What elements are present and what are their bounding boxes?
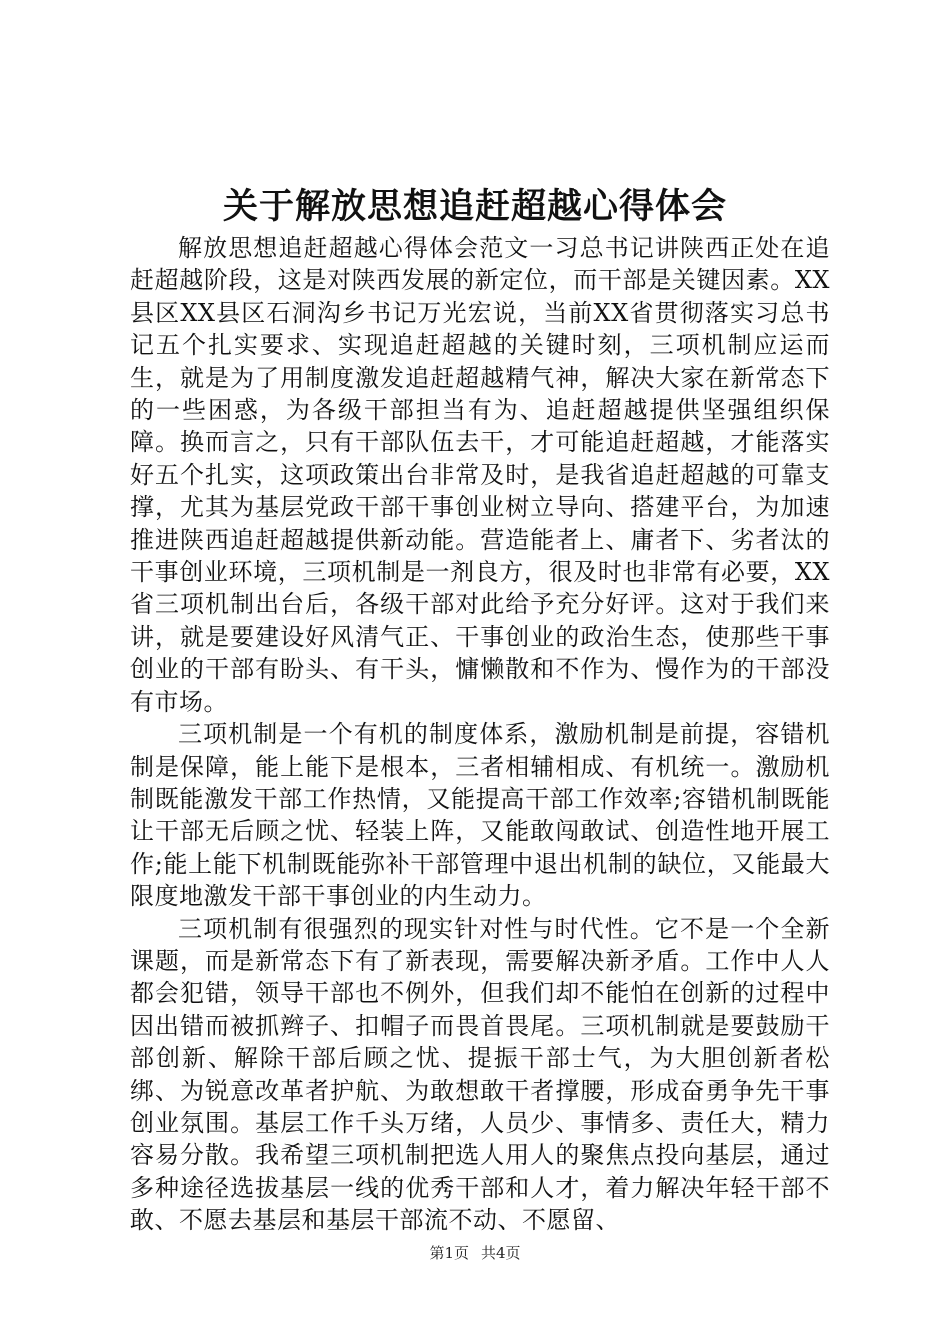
paragraph-3: 三项机制有很强烈的现实针对性与时代性。它不是一个全新课题，而是新常态下有了新表现，需要解决新矛盾。工作中人人都会犯错，领导干部也不例外，但我们却不能怕在创新的过程中因出错而被抓辫子、扣帽子而畏首畏尾。三项机制就是要鼓励干部创新、解除干部后顾之忧、提振干部士气，为大胆创新者松绑、为锐意改革者护航、为敢想敢干者撑腰，形成奋勇争先干事创业氛围。基层工作千头万绪，人员少、事情多、责任大，精力容易分散。我希望三项机制把选人用人的聚焦点投向基层，通过多种途径选拔基层一线的优秀干部和人才，着力解决年轻干部不敢、不愿去基层和基层干部流不动、不愿留、 [130, 914, 830, 1235]
page-number: 第1页 [429, 1244, 469, 1262]
paragraph-2: 三项机制是一个有机的制度体系，激励机制是前提，容错机制是保障，能上能下是根本，三者相辅相成、有机统一。激励机制既能激发干部工作热情，又能提高干部工作效率;容错机制既能让干部无后顾之忧、轻装上阵，又能敢闯敢试、创造性地开展工作;能上能下机制既能弥补干部管理中退出机制的缺位，又能最大限度地激发干部干事创业的内生动力。 [130, 720, 830, 911]
page-title: 关于解放思想追赶超越心得体会 [222, 186, 727, 227]
page-total: 共4页 [481, 1244, 521, 1262]
page-footer [0, 1243, 950, 1263]
paragraph-1: 解放思想追赶超越心得体会范文一习总书记讲陕西正处在追赶超越阶段，这是对陕西发展的新定位，而干部是关键因素。XX县区XX县区石洞沟乡书记万光宏说，当前XX省贯彻落实习总书记五个扎实要求、实现追赶超越的关键时刻，三项机制应运而生，就是为了用制度激发追赶超越精气神，解决大家在新常态下的一些困惑，为各级干部担当有为、追赶超越提供坚强组织保障。换而言之，只有干部队伍去干，才可能追赶超越，才能落实好五个扎实，这项政策出台非常及时，是我省追赶超越的可靠支撑，尤其为基层党政干部干事创业树立导向、搭建平台，为加速推进陕西追赶超越提供新动能。营造能者上、庸者下、劣者汰的干事创业环境，三项机制是一剂良方，很及时也非常有必要，XX省三项机制出台后，各级干部对此给予充分好评。这对于我们来讲，就是要建设好风清气正、干事创业的政治生态，使那些干事创业的干部有盼头、有干头，慵懒散和不作为、慢作为的干部没有市场。 [130, 234, 830, 716]
document-body [130, 232, 830, 1237]
